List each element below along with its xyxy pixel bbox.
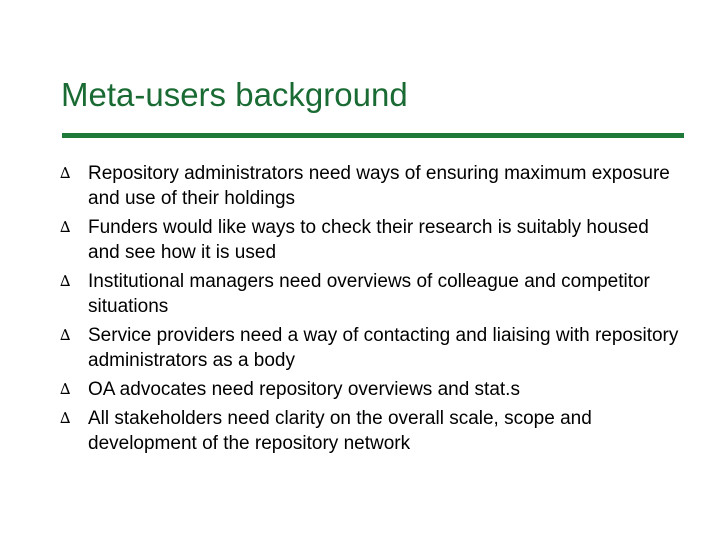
slide-title: Meta-users background (61, 76, 408, 113)
delta-bullet-icon: ∆ (60, 409, 71, 427)
bullet-text: Repository administrators need ways of ensuring maximum exposure and use of their holdings (88, 163, 670, 209)
delta-bullet-icon: ∆ (60, 218, 71, 236)
bullet-text: Funders would like ways to check their research is suitably housed and see how it is used (88, 217, 649, 263)
bullet-item (60, 215, 680, 265)
bullet-list (60, 161, 680, 460)
bullet-text: Institutional managers need overviews of colleague and competitor situations (88, 271, 650, 317)
bullet-text: Service providers need a way of contacting and liaising with repository administrators as a body (88, 325, 679, 371)
bullet-text: All stakeholders need clarity on the overall scale, scope and development of the repository network (88, 408, 592, 454)
bullet-item (60, 323, 680, 373)
delta-bullet-icon: ∆ (60, 164, 71, 182)
bullet-text: OA advocates need repository overviews and stat.s (88, 379, 520, 400)
bullet-item (60, 269, 680, 319)
delta-bullet-icon: ∆ (60, 272, 71, 290)
bullet-item (60, 161, 680, 211)
bullet-item (60, 406, 680, 456)
delta-bullet-icon: ∆ (60, 380, 71, 398)
bullet-item (60, 377, 680, 402)
title-divider (62, 133, 684, 138)
delta-bullet-icon: ∆ (60, 326, 71, 344)
